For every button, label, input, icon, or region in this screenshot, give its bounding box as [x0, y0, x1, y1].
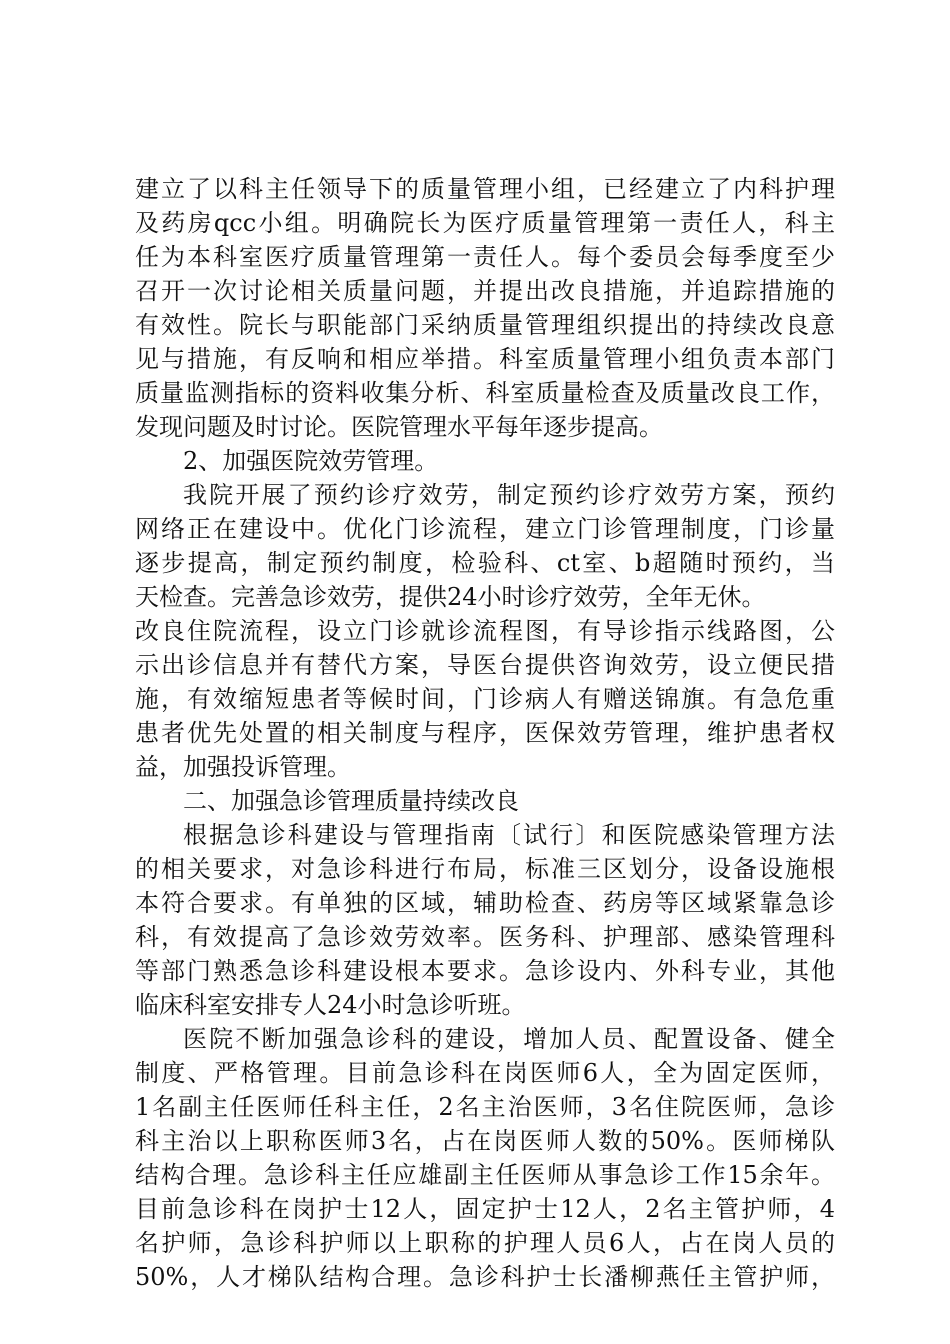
text-line: 见与措施，有反响和相应举措。科室质量管理小组负责本部门: [135, 345, 835, 373]
text-line: 益，加强投诉管理。: [135, 753, 351, 781]
text-line: 任为本科室医疗质量管理第一责任人。每个委员会每季度至少: [135, 243, 835, 271]
text-line: 本符合要求。有单独的区域，辅助检查、药房等区域紧靠急诊: [135, 889, 835, 917]
text-line: 1名副主任医师任科主任，2名主治医师，3名住院医师，急诊: [135, 1093, 835, 1121]
text-line: 天检查。完善急诊效劳，提供24小时诊疗效劳，全年无休。: [135, 583, 766, 611]
text-line: 示出诊信息并有替代方案，导医台提供咨询效劳，设立便民措: [135, 651, 835, 679]
text-line: 科，有效提高了急诊效劳效率。医务科、护理部、感染管理科: [135, 923, 835, 951]
section-heading: 2、加强医院效劳管理。: [183, 447, 439, 475]
document-body: [135, 172, 835, 1294]
text-line: 名护师，急诊科护师以上职称的护理人员6人，占在岗人员的: [135, 1229, 835, 1257]
text-line: 目前急诊科在岗护士12人，固定护士12人，2名主管护师，4: [135, 1195, 835, 1223]
text-line: 建立了以科主任领导下的质量管理小组，已经建立了内科护理: [135, 175, 835, 203]
text-line: 逐步提高，制定预约制度，检验科、ct室、b超随时预约，当: [135, 549, 835, 577]
text-line: 50%，人才梯队结构合理。急诊科护士长潘柳燕任主管护师，: [135, 1263, 835, 1291]
text-line: 召开一次讨论相关质量问题，并提出改良措施，并追踪措施的: [135, 277, 835, 305]
text-line: 网络正在建设中。优化门诊流程，建立门诊管理制度，门诊量: [135, 515, 835, 543]
section-heading: 二、加强急诊管理质量持续改良: [183, 787, 519, 815]
text-line: 制度、严格管理。目前急诊科在岗医师6人，全为固定医师，: [135, 1059, 835, 1087]
text-line: 我院开展了预约诊疗效劳，制定预约诊疗效劳方案，预约: [183, 481, 835, 509]
text-line: 质量监测指标的资料收集分析、科室质量检查及质量改良工作，: [135, 379, 835, 407]
text-line: 临床科室安排专人24小时急诊听班。: [135, 991, 526, 1019]
text-line: 的相关要求，对急诊科进行布局，标准三区划分，设备设施根: [135, 855, 835, 883]
text-line: 根据急诊科建设与管理指南〔试行〕和医院感染管理方法: [183, 821, 835, 849]
text-line: 科主治以上职称医师3名，占在岗医师人数的50%。医师梯队: [135, 1127, 835, 1155]
text-line: 患者优先处置的相关制度与程序，医保效劳管理，维护患者权: [135, 719, 835, 747]
text-line: 结构合理。急诊科主任应雄副主任医师从事急诊工作15余年。: [135, 1161, 835, 1189]
text-line: 及药房qcc小组。明确院长为医疗质量管理第一责任人，科主: [135, 209, 835, 237]
text-line: 医院不断加强急诊科的建设，增加人员、配置设备、健全: [183, 1025, 835, 1053]
text-line: 发现问题及时讨论。医院管理水平每年逐步提高。: [135, 413, 663, 441]
text-line: 改良住院流程，设立门诊就诊流程图，有导诊指示线路图，公: [135, 617, 835, 645]
text-line: 有效性。院长与职能部门采纳质量管理组织提出的持续改良意: [135, 311, 835, 339]
text-line: 施，有效缩短患者等候时间，门诊病人有赠送锦旗。有急危重: [135, 685, 835, 713]
text-line: 等部门熟悉急诊科建设根本要求。急诊设内、外科专业，其他: [135, 957, 835, 985]
